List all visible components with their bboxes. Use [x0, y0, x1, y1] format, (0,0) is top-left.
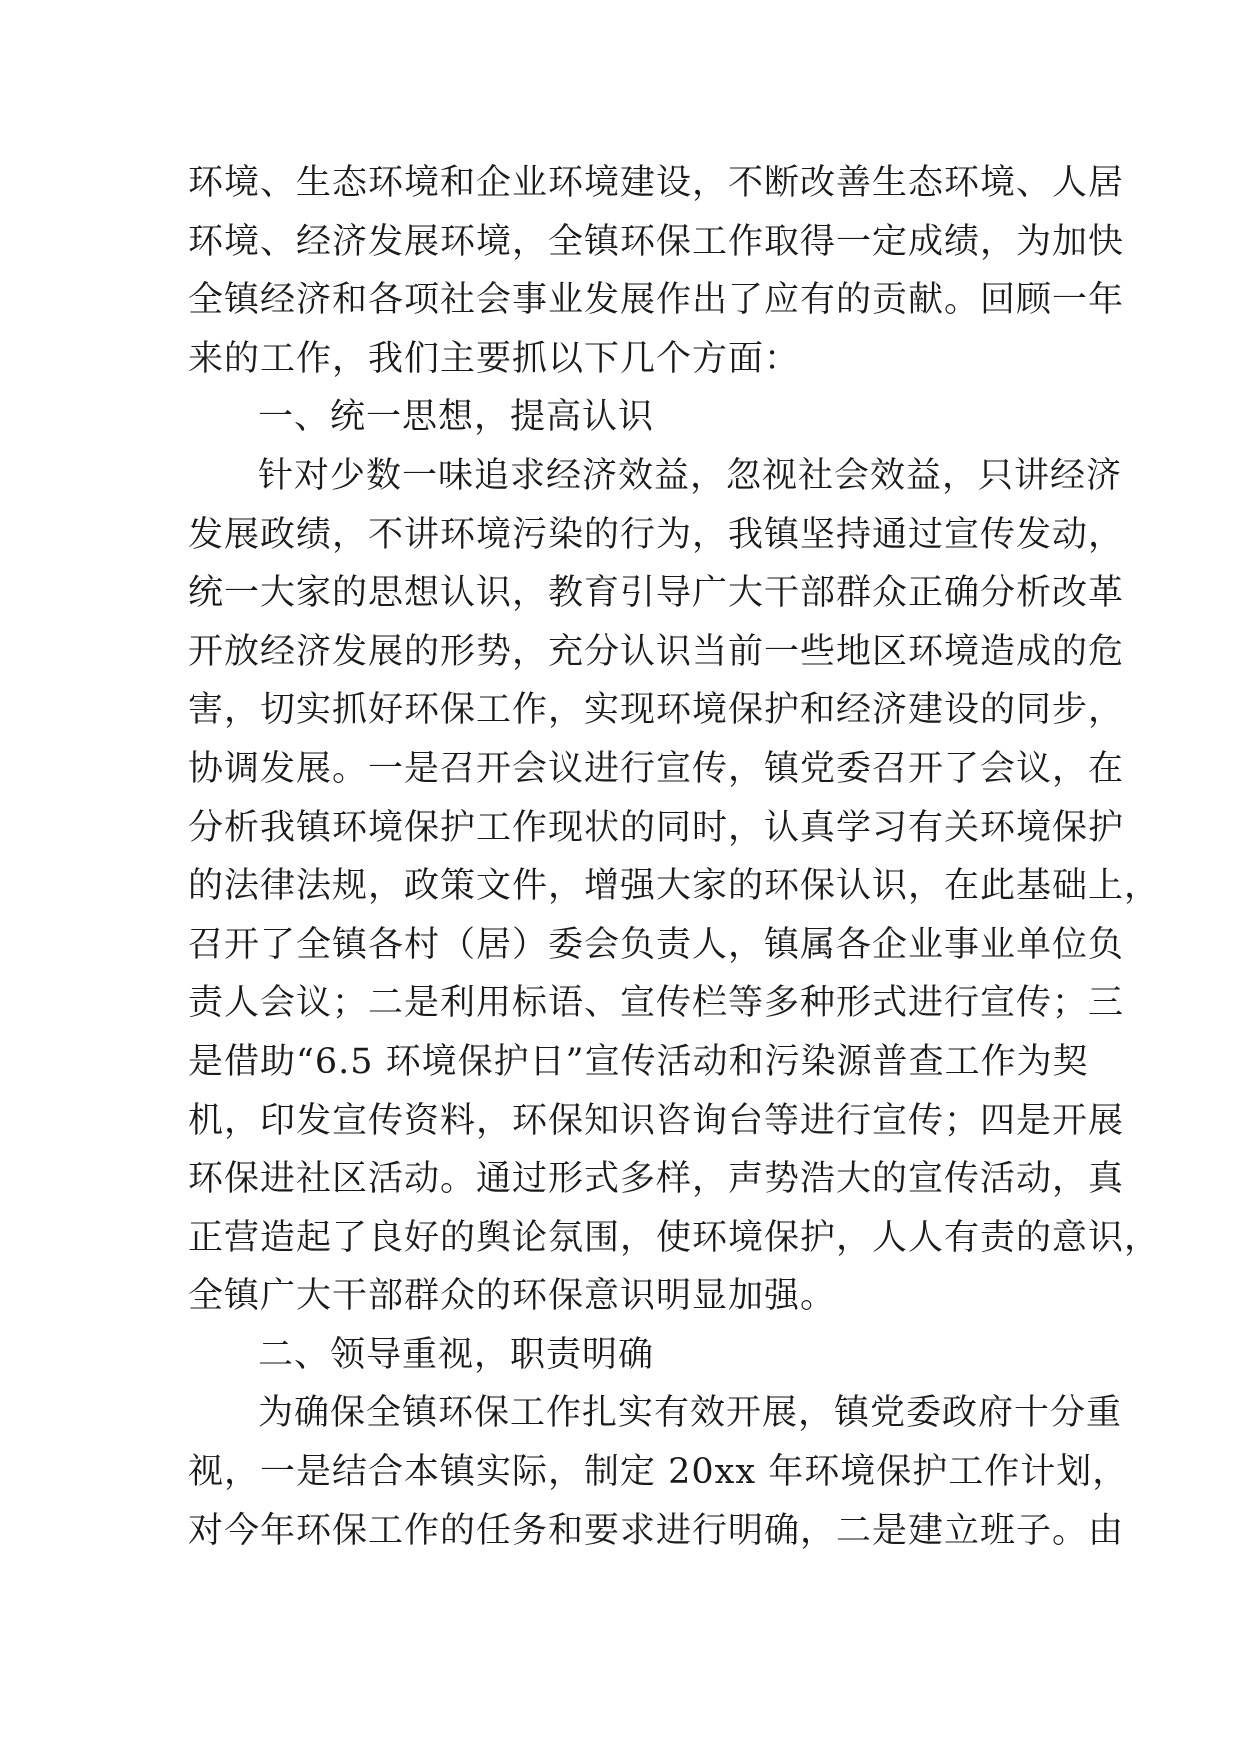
- text-line: 全镇经济和各项社会事业发展作出了应有的贡献。回顾一年: [188, 280, 1125, 321]
- text-line: 统一大家的思想认识，教育引导广大干部群众正确分析改革: [188, 573, 1125, 614]
- text-line: 机，印发宣传资料，环保知识咨询台等进行宣传；四是开展: [188, 1100, 1125, 1141]
- text-line: 是借助“6.5 环境保护日”宣传活动和污染源普查工作为契: [188, 1041, 1089, 1082]
- text-line: 害，切实抓好环保工作，实现环境保护和经济建设的同步，: [188, 690, 1125, 731]
- text-line: 环境、生态环境和企业环境建设，不断改善生态环境、人居: [188, 163, 1125, 203]
- text-line: 对今年环保工作的任务和要求进行明确，二是建立班子。由: [188, 1510, 1125, 1551]
- text-line: 召开了全镇各村（居）委会负责人，镇属各企业事业单位负: [188, 924, 1125, 965]
- text-line: 开放经济发展的形势，充分认识当前一些地区环境造成的危: [188, 631, 1125, 672]
- text-line: 的法律法规，政策文件，增强大家的环保认识，在此基础上，: [188, 866, 1161, 907]
- text-line: 环保进社区活动。通过形式多样，声势浩大的宣传活动，真: [188, 1159, 1125, 1200]
- text-line: 责人会议；二是利用标语、宣传栏等多种形式进行宣传；三: [188, 983, 1125, 1024]
- text-line: 来的工作，我们主要抓以下几个方面：: [188, 338, 801, 379]
- text-line: 正营造起了良好的舆论氛围，使环境保护，人人有责的意识，: [188, 1217, 1161, 1258]
- text-line: 视，一是结合本镇实际，制定 20xx 年环境保护工作计划，: [188, 1452, 1129, 1493]
- text-line: 环境、经济发展环境，全镇环保工作取得一定成绩，为加快: [188, 221, 1125, 262]
- text-line: 为确保全镇环保工作扎实有效开展，镇党委政府十分重: [258, 1393, 1123, 1434]
- document-body: [188, 154, 1161, 1560]
- text-line: 发展政绩，不讲环境污染的行为，我镇坚持通过宣传发动，: [188, 514, 1125, 555]
- text-line: 全镇广大干部群众的环保意识明显加强。: [188, 1276, 837, 1317]
- text-line: 分析我镇环境保护工作现状的同时，认真学习有关环境保护: [188, 807, 1125, 848]
- section-heading-2: 二、领导重视，职责明确: [258, 1334, 655, 1375]
- text-line: 针对少数一味追求经济效益，忽视社会效益，只讲经济: [258, 455, 1123, 496]
- section-heading-1: 一、统一思想，提高认识: [258, 397, 655, 438]
- text-line: 协调发展。一是召开会议进行宣传，镇党委召开了会议，在: [188, 748, 1125, 789]
